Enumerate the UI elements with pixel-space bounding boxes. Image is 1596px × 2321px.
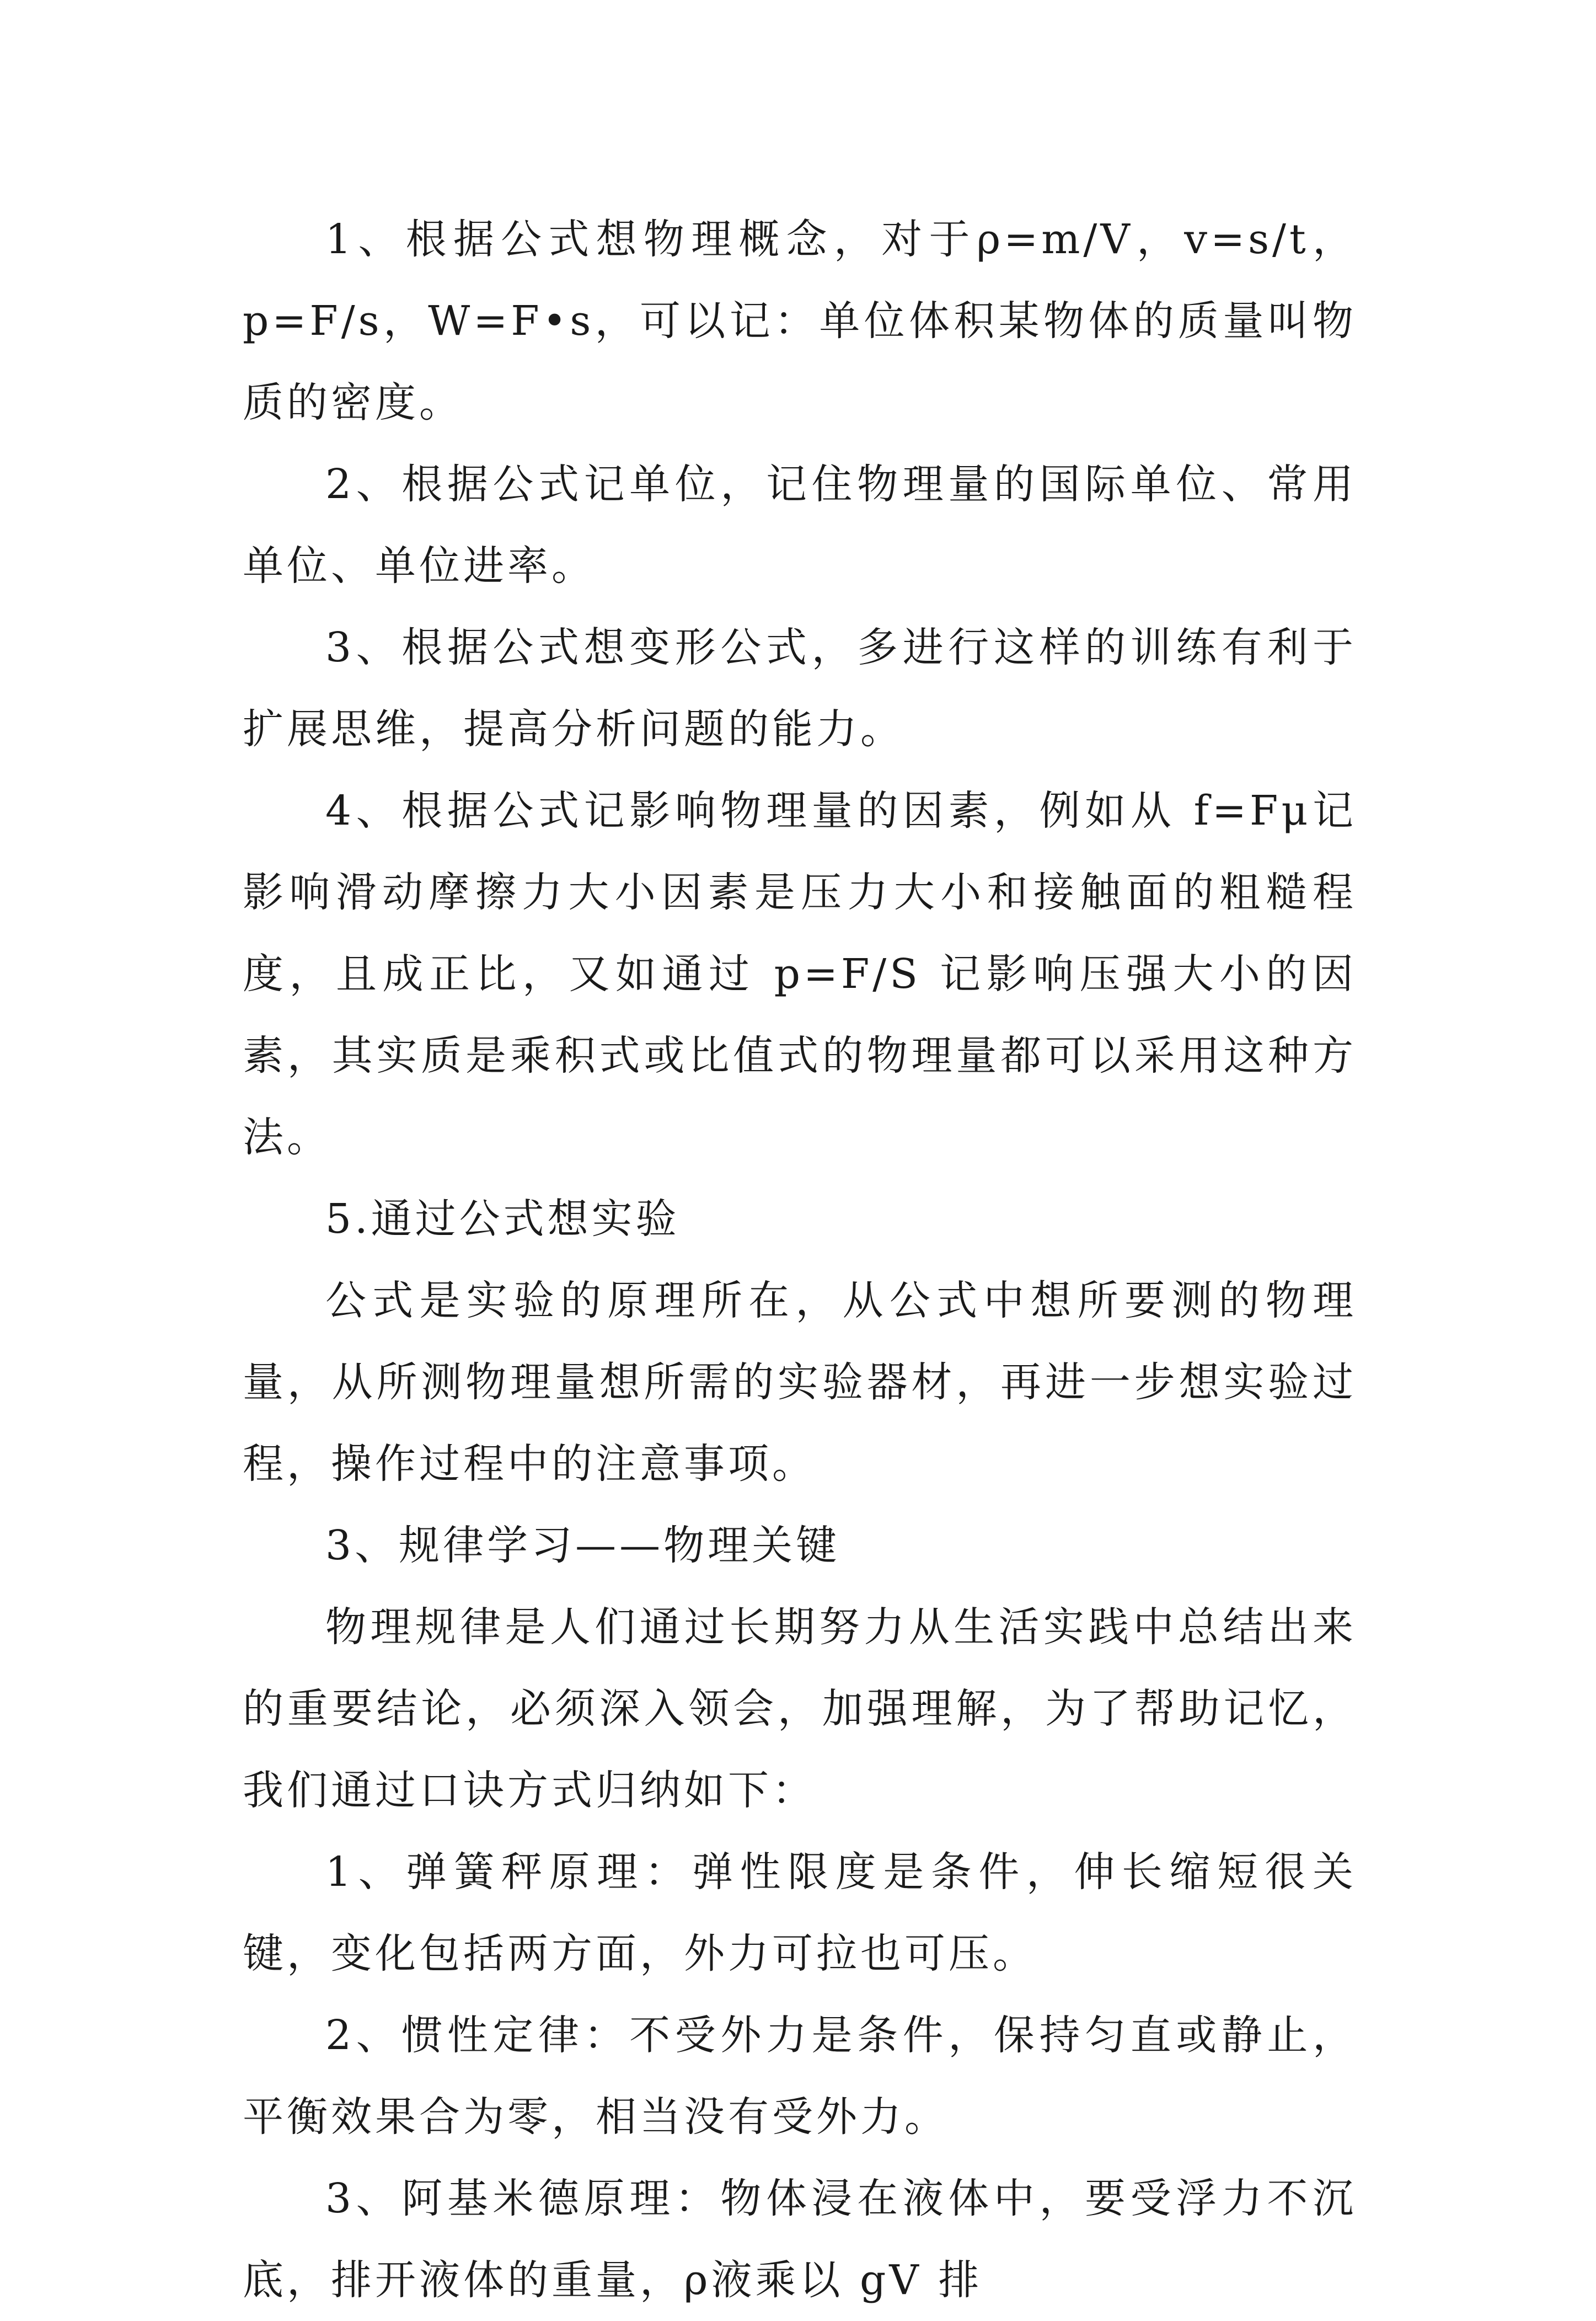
paragraph-formula-units: 2、根据公式记单位，记住物理量的国际单位、常用单位、单位进率。 — [243, 461, 1357, 590]
paragraph-formula-experiment: 公式是实验的原理所在，从公式中想所要测的物理量，从所测物理量想所需的实验器材，再进一步想实验过程，操作过程中的注意事项。 — [243, 1277, 1357, 1488]
paragraph-formula-transform: 3、根据公式想变形公式，多进行这样的训练有利于扩展思维，提高分析问题的能力。 — [243, 624, 1357, 753]
paragraph-laws-intro: 物理规律是人们通过长期努力从生活实践中总结出来的重要结论，必须深入领会，加强理解，为了帮助记忆，我们通过口诀方式归纳如下： — [243, 1603, 1357, 1814]
paragraph-formula-concept: 1、根据公式想物理概念，对于ρ=m/V，v=s/t，p=F/s，W=F•s，可以记：单位体积某物体的质量叫物质的密度。 — [243, 216, 1357, 426]
paragraph-inertia-law: 2、惯性定律：不受外力是条件，保持匀直或静止，平衡效果合为零，相当没有受外力。 — [243, 2012, 1357, 2141]
section-heading-laws: 3、规律学习——物理关键 — [325, 1522, 840, 1569]
document-body — [243, 199, 1357, 2321]
paragraph-formula-factors: 4、根据公式记影响物理量的因素，例如从 f=Fμ记影响滑动摩擦力大小因素是压力大小和接触面的粗糙程度，且成正比，又如通过 p=F/S 记影响压强大小的因素，其实质是乘积式或比值式的物理量都可以采用这种方法。 — [243, 787, 1357, 1161]
paragraph-formula-experiment-heading: 5.通过公式想实验 — [325, 1195, 680, 1243]
paragraph-archimedes: 3、阿基米德原理：物体浸在液体中，要受浮力不沉底，排开液体的重量，ρ液乘以 gV 排 — [243, 2175, 1357, 2304]
paragraph-spring-scale: 1、弹簧秤原理：弹性限度是条件，伸长缩短很关键，变化包括两方面，外力可拉也可压。 — [243, 1848, 1357, 1977]
